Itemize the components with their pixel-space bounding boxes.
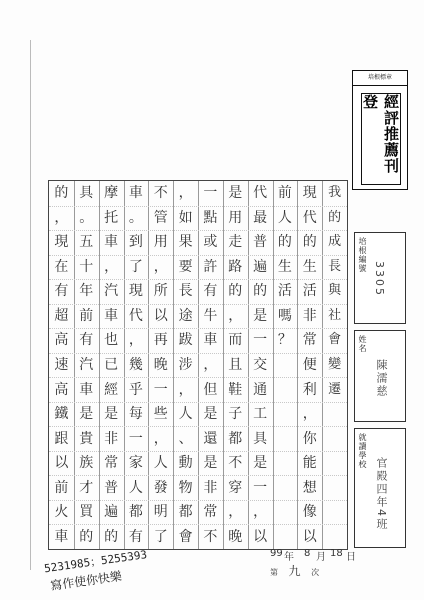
school-value: 官殿四年4班 [375,457,388,531]
composition-char: 貴 [79,430,94,447]
composition-char: 是 [203,406,218,423]
composition-char: 鐵 [54,406,69,423]
composition-char: ， [302,406,317,423]
composition-char: 普 [253,234,268,251]
composition-char: 都 [178,504,193,521]
composition-char: ？ [277,332,292,349]
composition-char: 工 [253,406,268,423]
title-char: 變 [328,357,342,372]
composition-char: 有 [203,283,218,300]
composition-char: 最 [253,209,268,226]
composition-char: 發 [153,479,168,496]
composition-char: 都 [228,430,243,447]
composition-char: 火 [54,504,69,521]
composition-char: 所 [153,283,168,300]
composition-char: 會 [178,528,193,545]
date-day: 18 [330,548,343,559]
composition-char: 跟 [54,430,69,447]
composition-char: ， [203,357,218,373]
composition-char: 常 [203,504,218,521]
date-month-unit: 月 [316,552,326,563]
composition-char: 通 [253,381,268,398]
date-day-unit: 日 [346,552,356,563]
composition-char: 一 [128,430,143,447]
composition-char: 是 [203,455,218,472]
composition-char: 點 [203,209,218,226]
composition-char: 還 [203,430,218,447]
composition-char: 現 [54,234,69,251]
composition-char: 人 [153,455,168,472]
composition-char: 一 [253,332,268,349]
composition-char: 一 [253,479,268,496]
composition-char: 乎 [128,381,143,398]
page-suffix: 次 [311,568,320,577]
composition-char: 些 [153,406,168,423]
composition-char: 也 [104,332,119,349]
composition-char: 代 [253,185,268,202]
composition-char: 的 [302,234,317,251]
student-name-box [354,330,406,422]
composition-char: 是 [253,307,268,324]
review-title: 培根標章 [353,71,407,86]
composition-char: 高 [54,381,69,398]
composition-char: 有 [128,528,143,545]
composition-char: 一 [203,185,218,202]
title-char: 與 [328,283,342,299]
composition-char: 活 [277,283,292,300]
composition-char: 具 [253,430,268,447]
composition-char: 現 [302,185,317,202]
composition-char: 遍 [104,504,119,521]
composition-char: 不 [203,528,218,545]
composition-char: 再 [153,332,168,349]
composition-char: 鞋 [228,381,243,398]
composition-char: 是 [79,406,94,423]
composition-char: 代 [128,307,143,324]
composition-char: 子 [228,406,243,423]
composition-char: ， [228,307,243,324]
composition-char: 走 [228,234,243,251]
composition-char: 速 [54,357,69,373]
school-box [354,428,406,548]
composition-char: 高 [54,332,69,349]
composition-char: 一 [153,381,168,398]
composition-char: 便 [302,357,317,373]
composition-char: 晚 [153,357,168,373]
composition-char: 遍 [253,258,268,275]
composition-char: 托 [104,209,119,226]
composition-char: 。 [128,209,143,226]
composition-char: 了 [153,528,168,545]
composition-char: ， [153,258,168,275]
composition-char: 是 [228,185,243,202]
composition-char: 要 [178,258,193,275]
composition-char: 而 [228,332,243,349]
composition-char: 如 [178,209,193,226]
composition-char: 非 [302,307,317,324]
composition-char: 現 [128,283,143,300]
composition-char: 不 [153,185,168,202]
composition-char: 是 [253,455,268,472]
composition-char: 的 [79,528,94,545]
composition-char: 長 [178,283,193,300]
phone-stamp: 5231985；5255393 [43,548,148,576]
composition-char: 是 [104,406,119,423]
composition-char: 都 [128,504,143,521]
composition-char: 晚 [228,528,243,545]
composition-char: 普 [104,479,119,496]
composition-char: 不 [228,455,243,472]
composition-char: 常 [104,455,119,472]
composition-char: 的 [104,528,119,545]
title-char: 的 [328,209,342,225]
date-year-unit: 年 [284,552,294,563]
composition-char: 汽 [104,283,119,300]
composition-char: 常 [302,332,317,349]
title-char: 社 [328,307,342,323]
composition-char: 路 [228,258,243,275]
composition-char: 十 [79,258,94,275]
composition-char: 人 [128,479,143,496]
composition-char: 車 [104,307,119,324]
composition-char: 的 [54,185,69,202]
composition-char: 族 [79,455,94,472]
composition-char: 家 [128,455,143,472]
composition-char: 人 [178,406,193,423]
composition-char: 幾 [128,357,143,373]
page-prefix: 第 [270,568,278,577]
composition-char: 或 [203,234,218,251]
recommend-stamp: 經評推薦刊登 [361,93,401,185]
composition-char: 但 [203,381,218,398]
composition-char: 途 [178,307,193,324]
composition-char: ， [128,332,143,349]
school-label: 就讀學校 [358,433,367,469]
title-char: 會 [328,332,342,348]
class-number-label: 培根編號 [358,237,367,273]
composition-char: 超 [54,307,69,324]
composition-char: 能 [302,455,317,472]
composition-char: 生 [302,258,317,275]
composition-char: 以 [54,455,69,472]
title-char: 我 [328,185,342,201]
date-month: 8 [304,548,311,559]
composition-char: 代 [302,209,317,226]
composition-char: 已 [104,357,119,373]
composition-char: 。 [79,209,94,226]
composition-char: 動 [178,455,193,472]
student-name-label: 姓名 [358,335,367,353]
composition-char: 車 [54,528,69,545]
composition-char: 五 [79,234,94,251]
composition-char: 買 [79,504,94,521]
composition-char: 想 [302,479,317,496]
composition-char: 非 [203,479,218,496]
composition-char: 前 [79,307,94,324]
composition-char: 在 [54,258,69,275]
composition-char: ， [153,430,168,447]
composition-char: 年 [79,283,94,300]
composition-char: 管 [153,209,168,226]
composition-char: 跋 [178,332,193,349]
composition-char: 生 [277,258,292,275]
composition-char: 、 [178,430,193,447]
composition-char: 以 [153,307,168,324]
composition-char: 車 [79,381,94,398]
composition-char: 涉 [178,357,193,373]
title-char: 遷 [328,381,342,397]
composition-char: 前 [54,479,69,496]
composition-char: 汽 [79,357,94,373]
composition-char: 的 [228,283,243,300]
composition-char: 具 [79,185,94,202]
composition-char: 車 [203,332,218,349]
composition-char: 每 [128,406,143,423]
composition-char: 穿 [228,479,243,496]
composition-char: 許 [203,258,218,275]
composition-char: 用 [153,234,168,251]
composition-char: 車 [104,234,119,251]
page-number [270,562,360,579]
composition-char: 的 [277,234,292,251]
composition-char: 用 [228,209,243,226]
composition-char: 了 [128,258,143,275]
title-char: 長 [328,258,342,274]
composition-char: 到 [128,234,143,251]
composition-char: 以 [302,528,317,545]
composition-char: 有 [79,332,94,349]
composition-char: 像 [302,504,317,521]
student-name-value: 陳濡慈 [375,359,388,398]
composition-char: 活 [302,283,317,300]
title-char: 成 [328,234,342,250]
date-year: 99 [270,548,283,559]
slogan: 寫作使你快樂 [49,569,123,593]
composition-char: 交 [253,357,268,373]
composition-char: 你 [302,430,317,447]
composition-char: 經 [104,381,119,398]
composition-char: 才 [79,479,94,496]
composition-char: ， [228,504,243,521]
composition-char: 前 [277,185,292,202]
composition-char: 物 [178,479,193,496]
composition-char: 果 [178,234,193,251]
composition-char: 的 [253,283,268,300]
recommend-stamp-box [352,70,408,190]
composition-char: 有 [54,283,69,300]
composition-char: 車 [128,185,143,202]
class-number-value: 3305 [373,261,386,297]
page-number-value: 九 [288,564,301,578]
composition-char: 明 [153,504,168,521]
composition-char: ， [178,381,193,398]
composition-char: 且 [228,357,243,373]
writing-grid [48,180,348,550]
composition-char: ， [104,258,119,275]
composition-char: 利 [302,381,317,398]
composition-char: ， [54,209,69,226]
composition-char: 以 [253,528,268,545]
composition-char: 摩 [104,185,119,202]
class-number-box [354,232,406,324]
composition-char: 牛 [203,307,218,324]
composition-char: ， [253,504,268,521]
composition-char: ， [178,185,193,202]
composition-char: 人 [277,209,292,226]
composition-char: 非 [104,430,119,447]
composition-char: 嗎 [277,307,292,324]
